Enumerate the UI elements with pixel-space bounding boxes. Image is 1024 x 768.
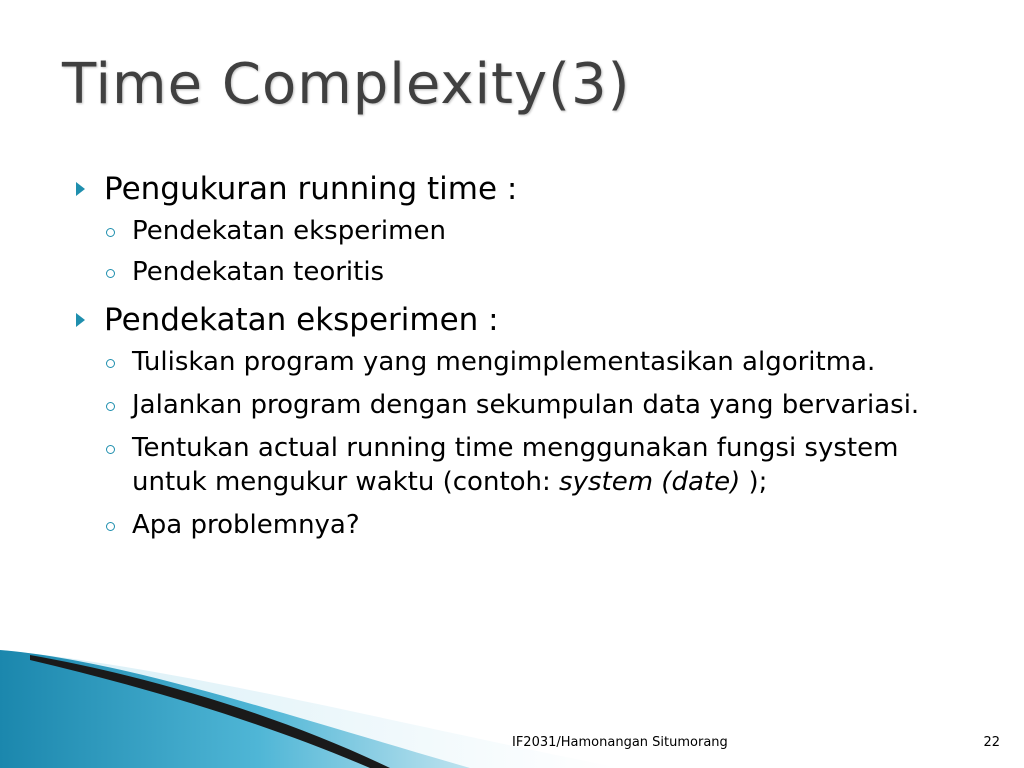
circle-bullet-icon (106, 269, 115, 278)
sub-bullet-item (74, 431, 974, 499)
sub-bullet-text-before: Tentukan actual running time menggunakan fungsi system untuk mengukur waktu (contoh: (132, 433, 899, 497)
sub-bullet-item (74, 255, 974, 289)
sub-bullet-item (74, 214, 974, 248)
sub-bullet-text: Apa problemnya? (132, 510, 360, 540)
circle-bullet-icon (106, 228, 115, 237)
sub-bullet-text-italic: system (date) (559, 467, 741, 497)
page-number: 22 (983, 735, 1000, 750)
bullet-text: Pengukuran running time : (104, 171, 518, 207)
sub-bullet-item (74, 388, 974, 422)
sub-bullet-text: Tuliskan program yang mengimplementasikan algoritma. (132, 347, 876, 377)
sub-bullet-text: Pendekatan teoritis (132, 257, 385, 287)
sub-bullet-item (74, 345, 974, 379)
sub-bullet-text: Jalankan program dengan sekumpulan data yang bervariasi. (132, 390, 920, 420)
slide-title: Time Complexity(3) (62, 52, 631, 117)
footer-author: IF2031/Hamonangan Situmorang (512, 735, 728, 750)
circle-bullet-icon (106, 359, 115, 368)
sub-bullet-text (132, 431, 974, 499)
circle-bullet-icon (106, 402, 115, 411)
sub-bullet-text: Pendekatan eksperimen (132, 216, 446, 246)
triangle-bullet-icon (76, 313, 85, 327)
bullet-text: Pendekatan eksperimen : (104, 302, 499, 338)
bullet-item-eksperimen (74, 301, 974, 339)
sub-bullet-text-after: ); (740, 467, 768, 497)
triangle-bullet-icon (76, 182, 85, 196)
circle-bullet-icon (106, 445, 115, 454)
circle-bullet-icon (106, 522, 115, 531)
bullet-item-running-time (74, 170, 974, 208)
slide-content (74, 170, 974, 551)
sub-bullet-item (74, 508, 974, 542)
